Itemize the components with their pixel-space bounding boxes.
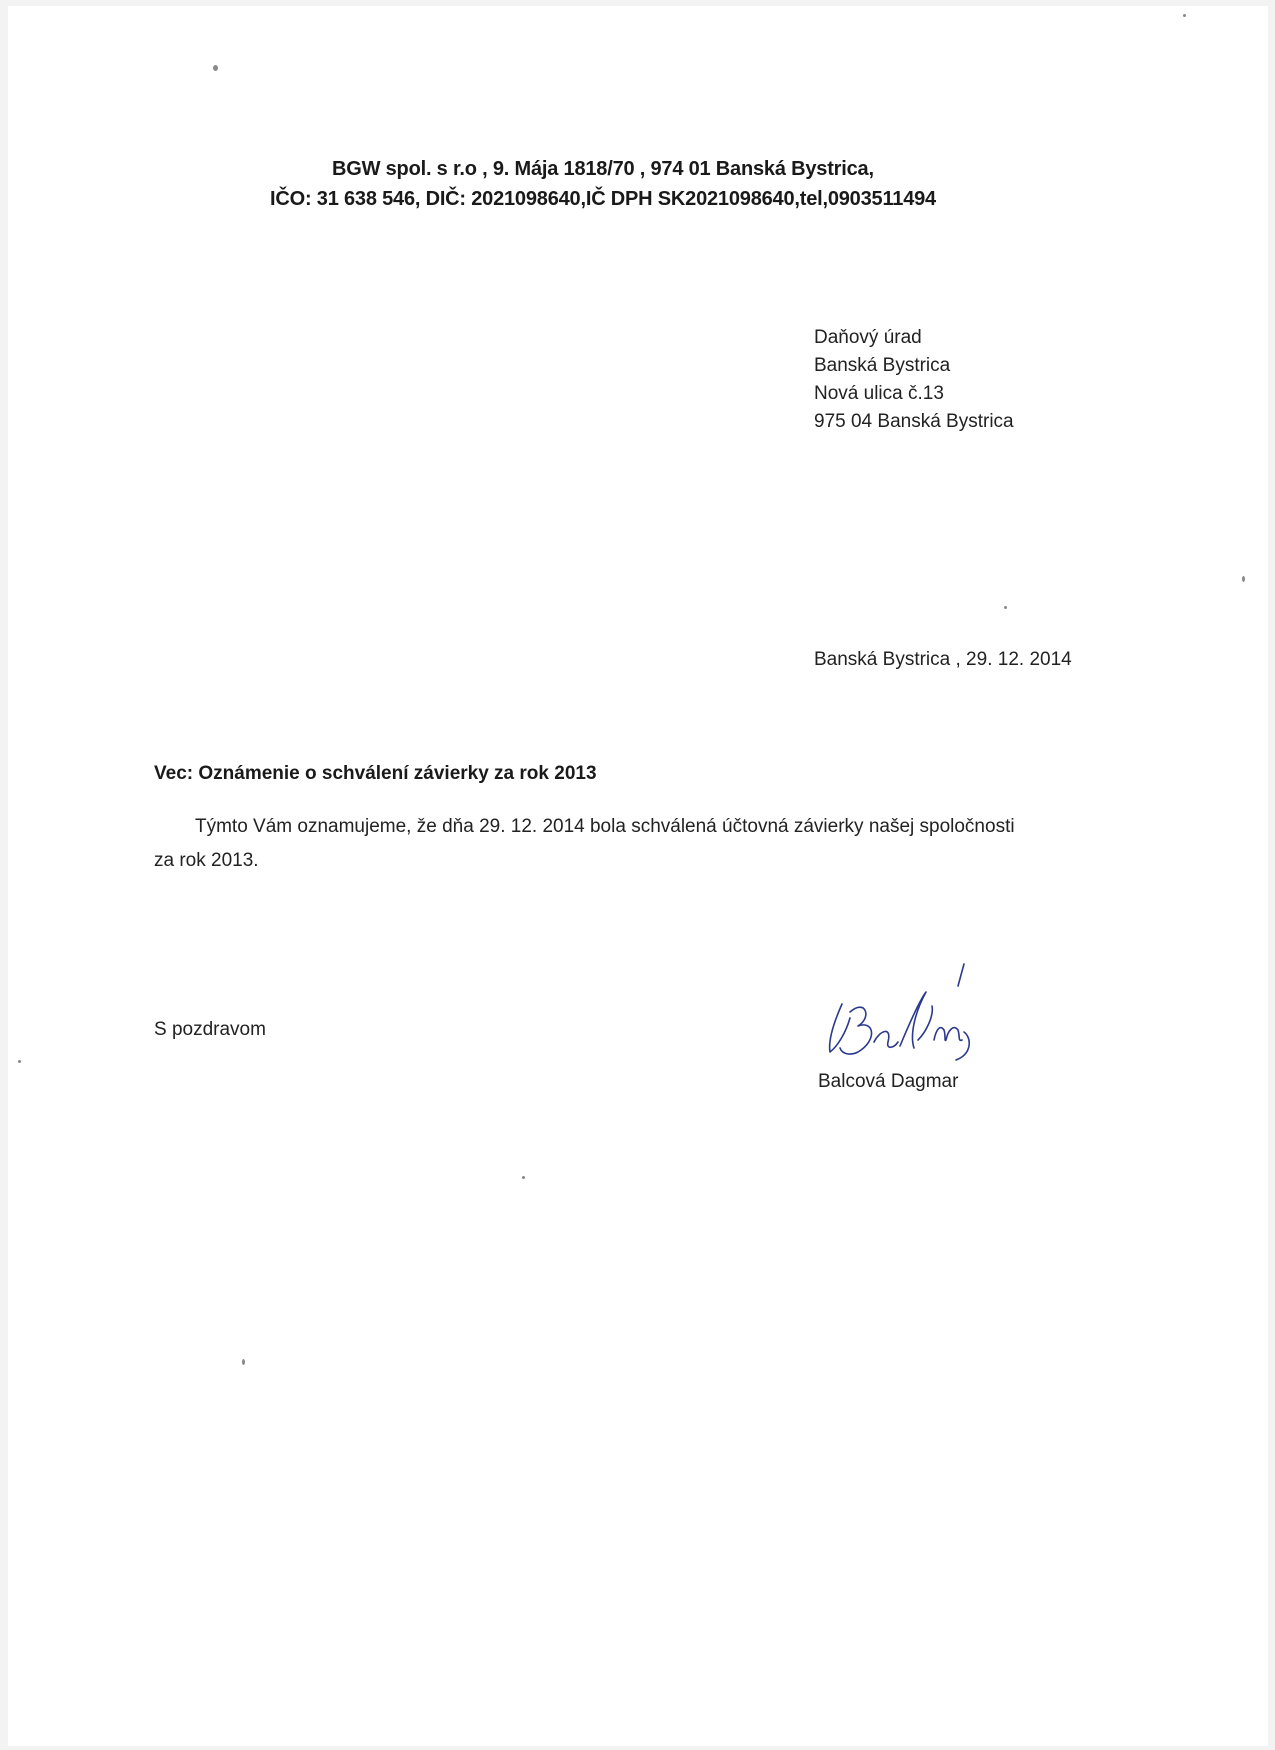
greeting: S pozdravom <box>154 1019 266 1040</box>
company-header-line1: BGW spol. s r.o , 9. Mája 1818/70 , 974 01 Banská Bystrica, <box>332 158 874 180</box>
scan-speck <box>242 1359 245 1365</box>
recipient-address <box>814 324 1014 436</box>
body-text-line2: za rok 2013. <box>154 850 259 871</box>
letter-page <box>8 6 1268 1746</box>
recipient-line: Daňový úrad <box>814 327 922 348</box>
scan-speck <box>1242 576 1245 582</box>
date-line: Banská Bystrica , 29. 12. 2014 <box>814 649 1072 670</box>
scan-speck <box>1004 606 1007 609</box>
company-header-line2: IČO: 31 638 546, DIČ: 2021098640,IČ DPH SK2021098640,tel,0903511494 <box>270 188 936 210</box>
handwritten-signature <box>818 956 988 1066</box>
body-text-line1: Týmto Vám oznamujeme, že dňa 29. 12. 2014 bola schválená účtovná závierky našej spoločnosti <box>195 816 1015 837</box>
recipient-line: Banská Bystrica <box>814 355 951 376</box>
scan-speck <box>1183 14 1186 17</box>
recipient-line: Nová ulica č.13 <box>814 383 944 404</box>
scan-speck <box>18 1060 21 1063</box>
subject-line: Vec: Oznámenie o schválení závierky za rok 2013 <box>154 763 597 784</box>
scan-speck <box>522 1176 525 1179</box>
scan-speck <box>213 65 218 71</box>
signer-name: Balcová Dagmar <box>818 1071 959 1092</box>
recipient-line: 975 04 Banská Bystrica <box>814 411 1014 432</box>
